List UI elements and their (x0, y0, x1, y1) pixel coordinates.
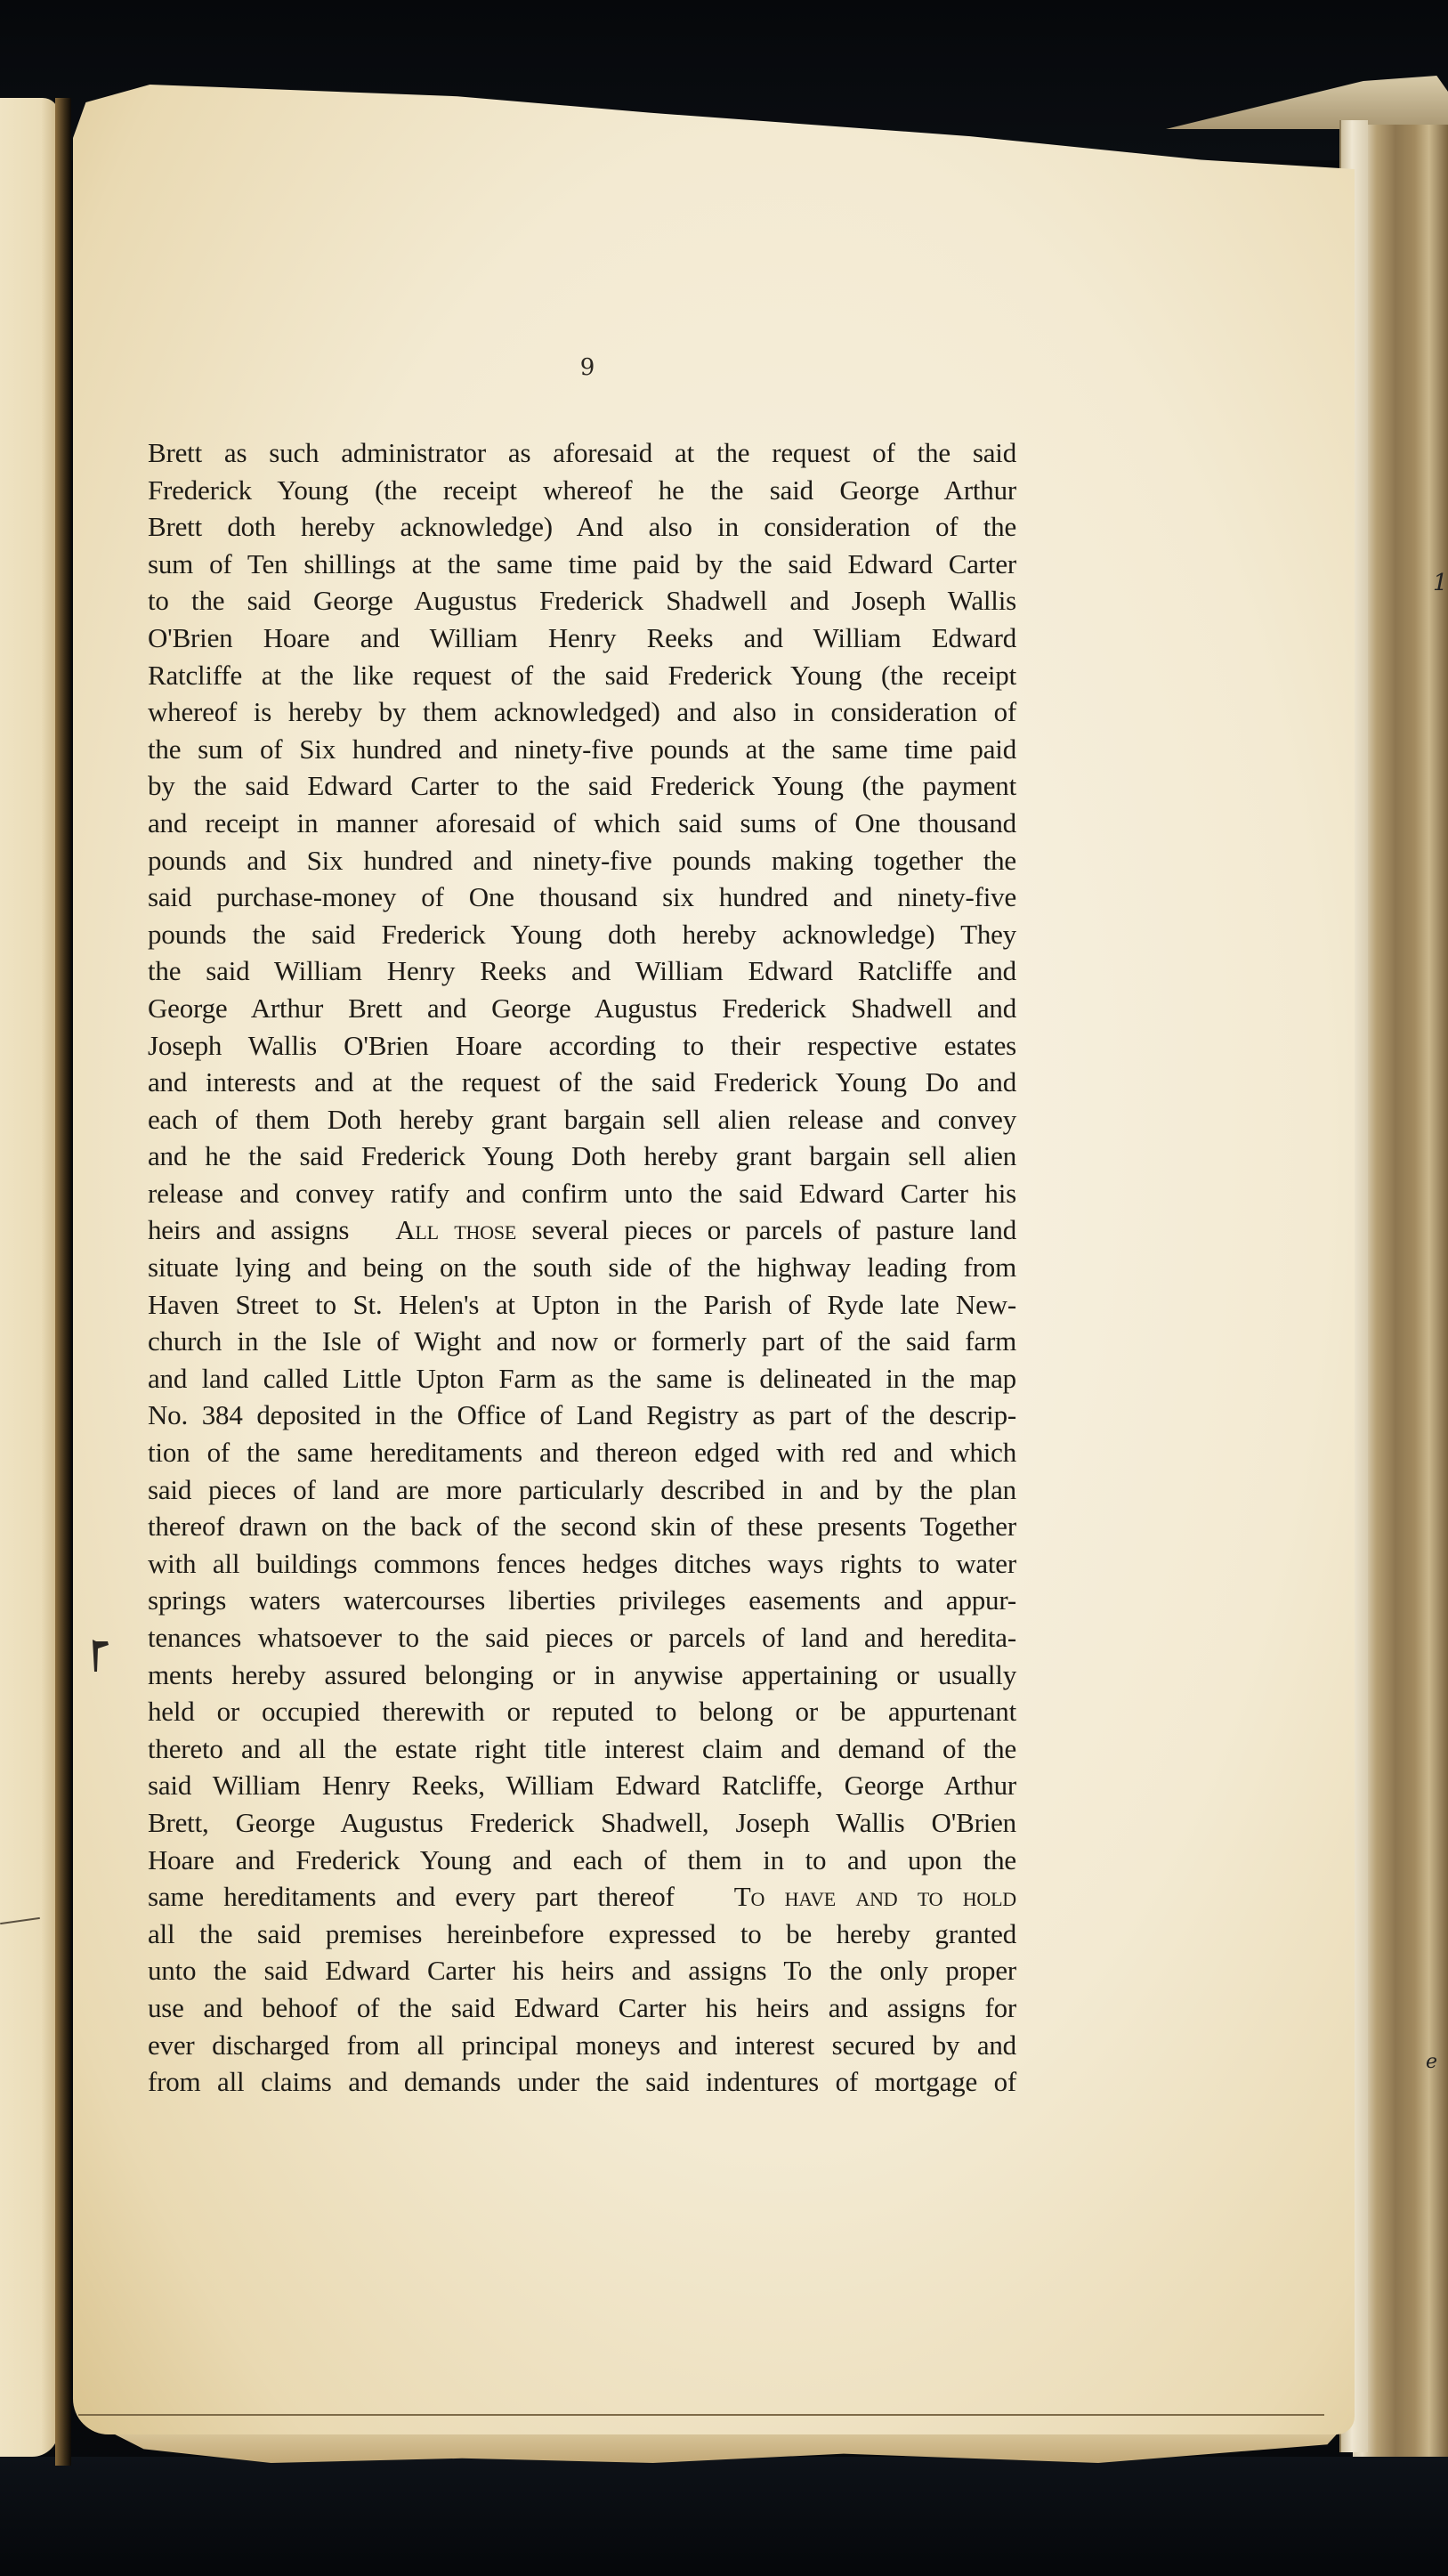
margin-note: e (1426, 2051, 1438, 2073)
text-line: No. 384 deposited in the Office of Land Registry as part of the descrip- (148, 1399, 1016, 1431)
text-line: George Arthur Brett and George Augustus Frederick Shadwell and (148, 992, 1016, 1024)
text-line-mixed (148, 1211, 1016, 1249)
text-line: thereof drawn on the back of the second skin of these presents Together (148, 1511, 1016, 1543)
margin-note: 1 (1433, 570, 1448, 596)
previous-page-edge (0, 98, 59, 2457)
text-line: Brett as such administrator as aforesaid at the request of the said (148, 437, 1016, 468)
text-line: release and convey ratify and confirm unto the said Edward Carter his (148, 1177, 1016, 1209)
text-line: and interests and at the request of the said Frederick Young Do and (148, 1066, 1016, 1098)
text-line: all the said premises hereinbefore expressed to be hereby granted (148, 1917, 1016, 1949)
text-line: said pieces of land are more particularly described in and by the plan (148, 1473, 1016, 1505)
text-line: Haven Street to St. Helen's at Upton in the Parish of Ryde late New- (148, 1288, 1016, 1320)
page-fold-line (78, 2414, 1324, 2416)
page-number: 9 (579, 354, 595, 381)
text-segment: several pieces or parcels of pasture land (531, 1214, 1017, 1246)
dark-background-bottom (0, 2457, 1448, 2576)
text-line: springs waters watercourses liberties privileges easements and appur- (148, 1584, 1016, 1616)
text-line: ever discharged from all principal moneys and interest secured by and (148, 2029, 1016, 2061)
text-line: each of them Doth hereby grant bargain sell alien release and convey (148, 1103, 1016, 1135)
text-line: said William Henry Reeks, William Edward Ratcliffe, George Arthur (148, 1770, 1016, 1802)
text-line: unto the said Edward Carter his heirs and assigns To the only proper (148, 1955, 1016, 1987)
text-line: whereof is hereby by them acknowledged) and also in consideration of (148, 696, 1016, 728)
text-segment: heirs and assigns (148, 1214, 350, 1246)
body-text (148, 434, 1016, 2101)
text-line: church in the Isle of Wight and now or formerly part of the said farm (148, 1325, 1016, 1357)
text-line: sum of Ten shillings at the same time paid by the said Edward Carter (148, 547, 1016, 579)
text-line: tion of the same hereditaments and thereon edged with red and which (148, 1437, 1016, 1469)
text-line: the said William Henry Reeks and William Edward Ratcliffe and (148, 955, 1016, 987)
text-line: with all buildings commons fences hedges ditches ways rights to water (148, 1547, 1016, 1579)
text-line: Joseph Wallis O'Brien Hoare according to their respective estates (148, 1029, 1016, 1061)
text-line: held or occupied therewith or reputed to belong or be appurtenant (148, 1696, 1016, 1728)
ink-mark-icon (89, 1636, 110, 1677)
text-line: situate lying and being on the south side of the highway leading from (148, 1252, 1016, 1284)
text-line: by the said Edward Carter to the said Frederick Young (the payment (148, 770, 1016, 802)
text-line: Hoare and Frederick Young and each of them in to and upon the (148, 1843, 1016, 1875)
text-segment: same hereditaments and every part thereof (148, 1881, 675, 1913)
text-line: tenances whatsoever to the said pieces or parcels of land and heredita- (148, 1622, 1016, 1653)
text-line: to the said George Augustus Frederick Shadwell and Joseph Wallis (148, 585, 1016, 617)
small-caps-heading: To have and to hold (733, 1881, 1016, 1913)
text-line: Ratcliffe at the like request of the said Frederick Young (the receipt (148, 659, 1016, 691)
text-line: the sum of Six hundred and ninety-five pounds at the same time paid (148, 733, 1016, 765)
text-line: and he the said Frederick Young Doth hereby grant bargain sell alien (148, 1140, 1016, 1172)
text-line: thereto and all the estate right title interest claim and demand of the (148, 1732, 1016, 1764)
book-gutter (55, 98, 71, 2466)
text-line: O'Brien Hoare and William Henry Reeks and William Edward (148, 621, 1016, 653)
text-line: Brett, George Augustus Frederick Shadwell, Joseph Wallis O'Brien (148, 1806, 1016, 1838)
text-line: ments hereby assured belonging or in anywise appertaining or usually (148, 1658, 1016, 1690)
text-line: said purchase-money of One thousand six hundred and ninety-five (148, 881, 1016, 913)
text-line: Brett doth hereby acknowledge) And also in consideration of the (148, 511, 1016, 543)
text-line-mixed (148, 1878, 1016, 1916)
text-line: use and behoof of the said Edward Carter his heirs and assigns for (148, 1991, 1016, 2023)
text-line: and receipt in manner aforesaid of which said sums of One thousand (148, 806, 1016, 838)
text-line: and land called Little Upton Farm as the same is delineated in the map (148, 1362, 1016, 1394)
small-caps-heading: All those (395, 1214, 517, 1246)
text-line: Frederick Young (the receipt whereof he the said George Arthur (148, 474, 1016, 506)
text-line: from all claims and demands under the said indentures of mortgage of (148, 2066, 1016, 2098)
text-line: pounds and Six hundred and ninety-five pounds making together the (148, 844, 1016, 876)
text-line: pounds the said Frederick Young doth hereby acknowledge) They (148, 918, 1016, 950)
